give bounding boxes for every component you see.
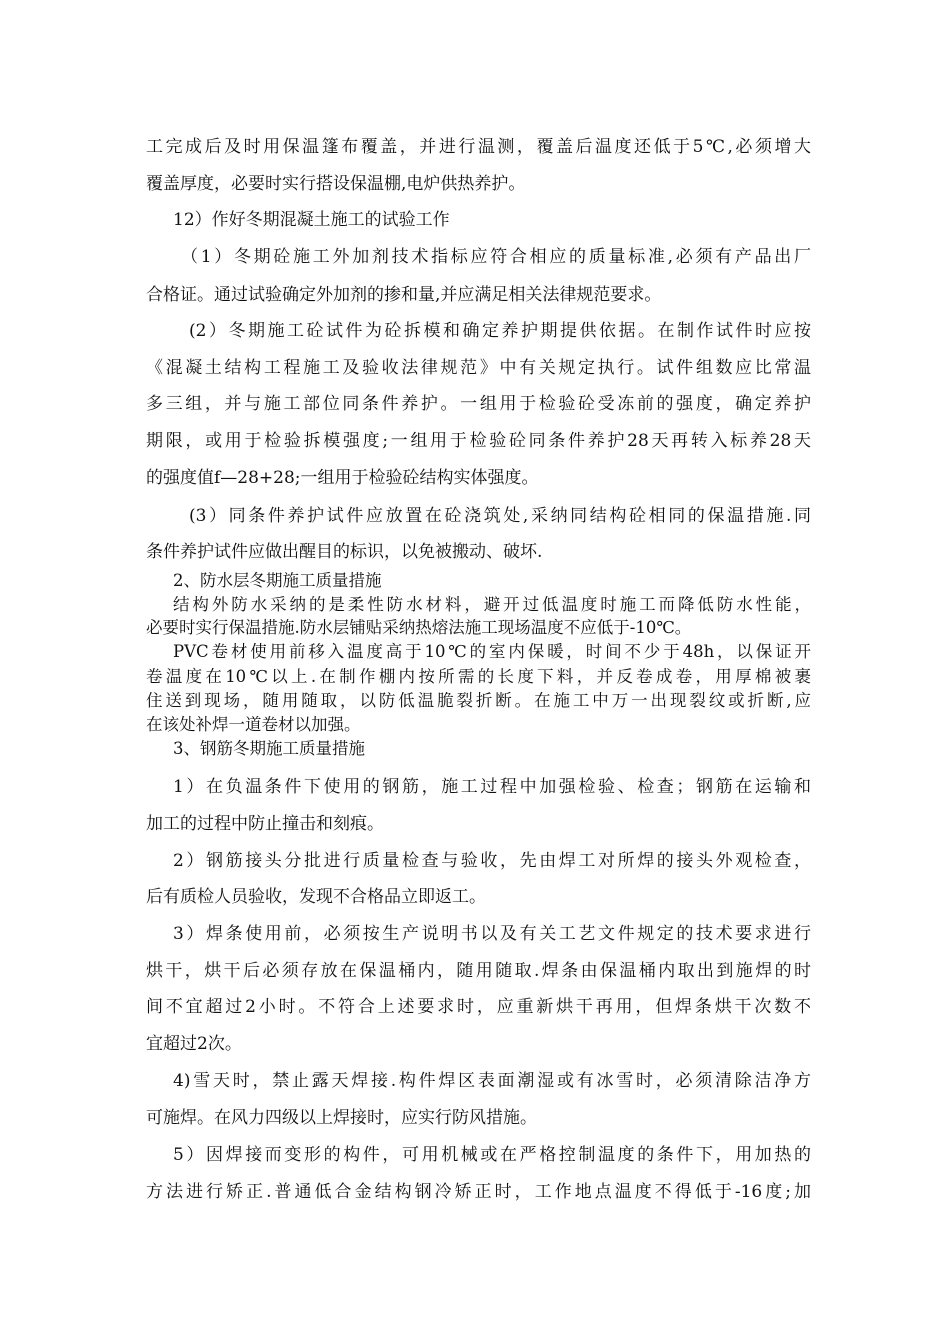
text-line: 工完成后及时用保温篷布覆盖，并进行温测，覆盖后温度还低于5℃,必须增大	[146, 137, 811, 157]
text-line: 可施焊。在风力四级以上焊接时，应实行防风措施。	[146, 1108, 537, 1128]
text-line: 合格证。通过试验确定外加剂的掺和量,并应满足相关法律规范要求。	[146, 285, 662, 305]
text-line: (3）同条件养护试件应放置在砼浇筑处,采纳同结构砼相同的保温措施.同	[189, 506, 811, 526]
text-line: 多三组，并与施工部位同条件养护。一组用于检验砼受冻前的强度，确定养护	[146, 394, 811, 414]
text-line: 卷温度在10℃以上.在制作棚内按所需的长度下料，并反卷成卷，用厚棉被裹	[146, 667, 811, 686]
text-line: 住送到现场，随用随取，以防低温脆裂折断。在施工中万一出现裂纹或折断,应	[146, 691, 811, 710]
section-heading: 3、钢筋冬期施工质量措施	[173, 739, 365, 758]
text-line: 宜超过2次。	[146, 1034, 242, 1054]
section-heading: 12）作好冬期混凝土施工的试验工作	[173, 210, 450, 230]
text-line: 结构外防水采纳的是柔性防水材料，避开过低温度时施工而降低防水性能，	[173, 595, 811, 614]
text-line: 加工的过程中防止撞击和刻痕。	[146, 814, 384, 834]
text-line: 1）在负温条件下使用的钢筋，施工过程中加强检验、检查；钢筋在运输和	[173, 777, 811, 797]
text-line: 必要时实行保温措施.防水层铺贴采纳热熔法施工现场温度不应低于-10℃。	[146, 618, 692, 637]
text-line: 在该处补焊一道卷材以加强。	[146, 715, 361, 734]
text-line: 3）焊条使用前，必须按生产说明书以及有关工艺文件规定的技术要求进行	[173, 924, 811, 944]
text-line: 条件养护试件应做出醒目的标识，以免被搬动、破坏.	[146, 542, 543, 562]
text-line: (2）冬期施工砼试件为砼拆模和确定养护期提供依据。在制作试件时应按	[189, 321, 811, 341]
text-line: PVC卷材使用前移入温度高于10℃的室内保暖，时间不少于48h，以保证开	[173, 642, 811, 661]
text-line: （1）冬期砼施工外加剂技术指标应符合相应的质量标准,必须有产品出厂	[181, 247, 811, 267]
text-line: 间不宜超过2小时。不符合上述要求时，应重新烘干再用，但焊条烘干次数不	[146, 997, 811, 1017]
text-line: 覆盖厚度，必要时实行搭设保温棚,电炉供热养护。	[146, 174, 526, 194]
text-line: 5）因焊接而变形的构件，可用机械或在严格控制温度的条件下，用加热的	[173, 1145, 811, 1165]
text-line: 4)雪天时，禁止露天焊接.构件焊区表面潮湿或有冰雪时，必须清除洁净方	[173, 1071, 811, 1091]
text-line: 后有质检人员验收，发现不合格品立即返工。	[146, 887, 486, 907]
text-line: 期限，或用于检验拆模强度;一组用于检验砼同条件养护28天再转入标养28天	[146, 431, 811, 451]
text-line: 《混凝土结构工程施工及验收法律规范》中有关规定执行。试件组数应比常温	[146, 358, 811, 378]
text-line: 的强度值f—28+28;一组用于检验砼结构实体强度。	[146, 468, 539, 488]
text-line: 烘干，烘干后必须存放在保温桶内，随用随取.焊条由保温桶内取出到施焊的时	[146, 961, 811, 981]
text-line: 方法进行矫正.普通低合金结构钢冷矫正时，工作地点温度不得低于-16度;加	[146, 1182, 811, 1202]
section-heading: 2、防水层冬期施工质量措施	[173, 571, 382, 590]
text-line: 2）钢筋接头分批进行质量检查与验收，先由焊工对所焊的接头外观检查，	[173, 851, 811, 871]
